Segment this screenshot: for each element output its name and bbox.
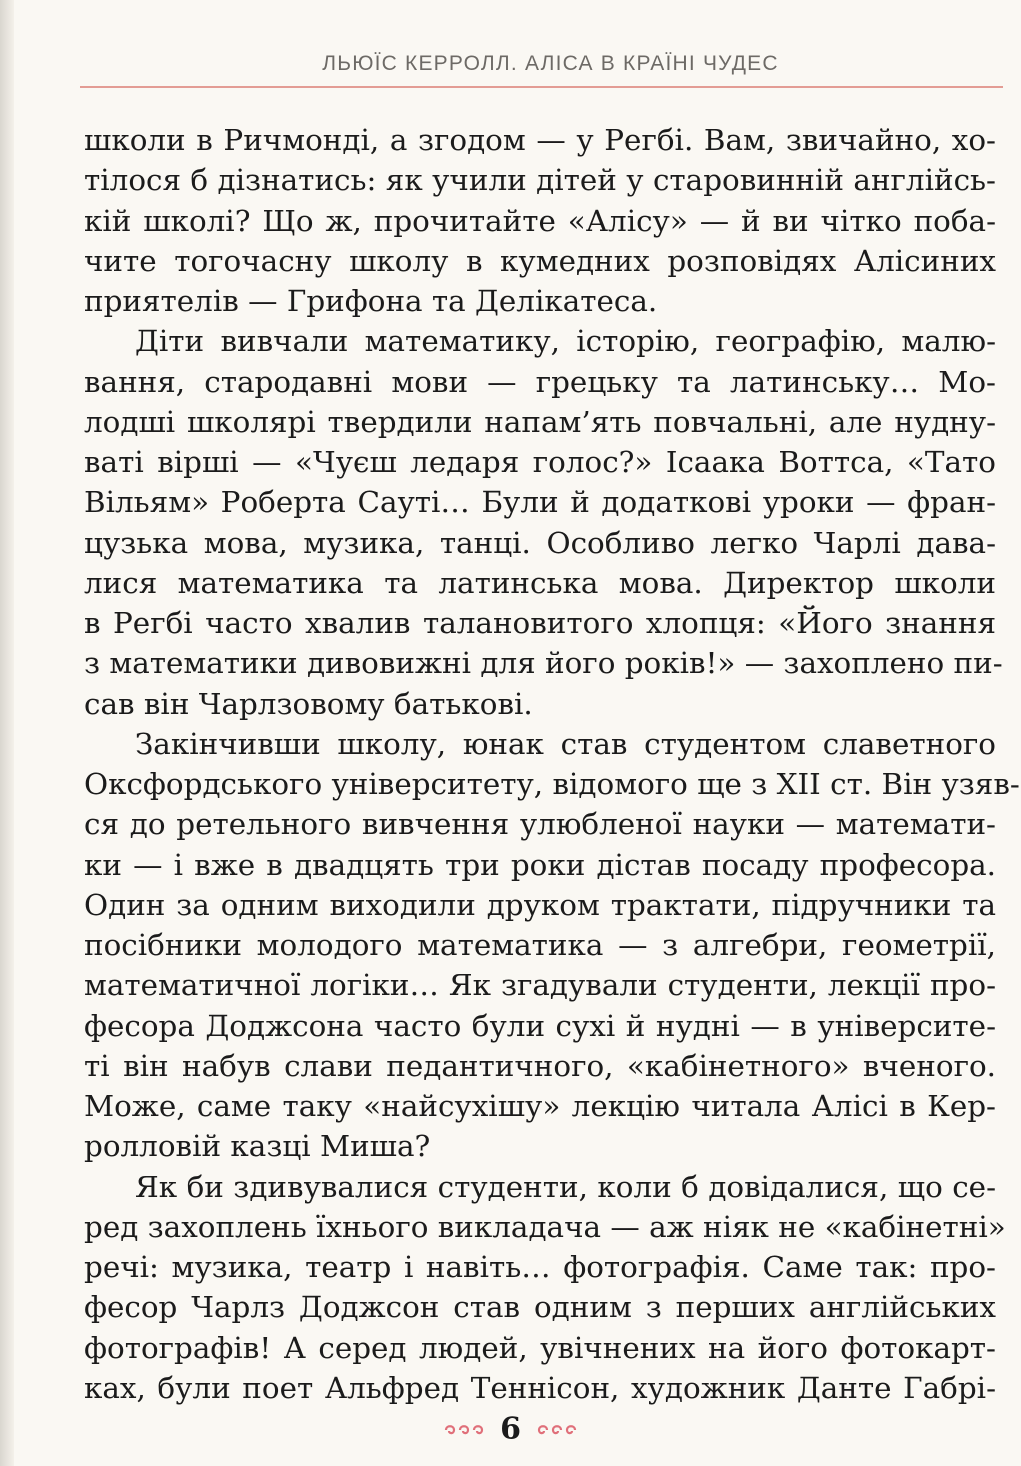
text-line: ках, були поет Альфред Теннісон, художник Данте Габрі-: [84, 1370, 996, 1405]
paragraph: [84, 120, 996, 321]
text-line: ролловій казці Миша?: [84, 1129, 431, 1164]
text-line: тілося б дізнатись: як учили дітей у старовинній англійсь-: [84, 163, 996, 198]
header-rule: [80, 86, 1003, 88]
text-line: фесор Чарлз Доджсон став одним з перших англійських: [84, 1290, 996, 1325]
text-line: ваті вірші — «Чуєш ледаря голос?» Ісаака Воттса, «Тато: [84, 445, 996, 479]
text-line: ки — і вже в двадцять три роки дістав посаду професора.: [84, 847, 996, 882]
paragraph: [84, 321, 1003, 724]
text-line: речі: музика, театр і навіть… фотографія. Саме так: про-: [84, 1250, 996, 1284]
text-line: ся до ретельного вивчення улюбленої науки — математи-: [84, 807, 996, 842]
text-line: з математики дивовижні для його років!» — захоплено пи-: [84, 646, 1003, 681]
text-line: Вільям» Роберта Сауті… Були й додаткові уроки — фран-: [84, 485, 996, 520]
text-line: чите тогочасну школу в кумедних розповідях Алісиних: [84, 243, 996, 278]
text-line: в Регбі часто хвалив талановитого хлопця: «Його знання: [84, 606, 996, 640]
paragraph: [84, 724, 1020, 1167]
text-line: Один за одним виходили друком трактати, підручники та: [84, 887, 996, 922]
left-ornament-icon: [440, 1412, 490, 1447]
text-line: фесора Доджсона часто були сухі й нудні — в університе-: [84, 1008, 996, 1043]
text-line: фотографів! А серед людей, увічнених на його фотокарт-: [84, 1330, 996, 1365]
text-line: лодші школярі твердили напам’ять повчальні, але нудну-: [84, 404, 996, 439]
text-line: Як би здивувалися студенти, коли б довідалися, що се-: [135, 1169, 996, 1204]
right-ornament-icon: [531, 1412, 581, 1447]
paragraph: [84, 1167, 1006, 1409]
page-footer: [0, 1410, 1021, 1447]
page-number: 6: [500, 1411, 521, 1447]
text-line: Закінчивши школу, юнак став студентом славетного: [135, 726, 996, 761]
text-line: ті він набув слави педантичного, «кабінетного» вченого.: [84, 1048, 996, 1083]
text-line: сав він Чарлзовому батькові.: [84, 686, 533, 721]
text-line: математичної логіки… Як згадували студенти, лекції про-: [84, 968, 996, 1003]
text-line: посібники молодого математика — з алгебри, геометрії,: [84, 928, 996, 962]
text-line: ред захоплень їхнього викладача — аж ніяк не «кабінетні»: [84, 1209, 1006, 1244]
text-line: Оксфордського університету, відомого ще з XII ст. Він узяв-: [84, 767, 1020, 801]
text-line: Може, саме таку «найсухішу» лекцію читала Алісі в Кер-: [84, 1089, 996, 1123]
text-line: Діти вивчали математику, історію, географію, малю-: [135, 324, 996, 359]
text-line: школи в Ричмонді, а згодом — у Регбі. Вам, звичайно, хо-: [84, 123, 996, 157]
page-edge: [0, 0, 14, 1466]
text-line: приятелів — Грифона та Делікатеса.: [84, 284, 658, 318]
text-line: кій школі? Що ж, прочитайте «Алісу» — й ви чітко поба-: [84, 203, 996, 238]
text-line: цузька мова, музика, танці. Особливо легко Чарлі дава-: [84, 525, 996, 560]
running-head: ЛЬЮЇС КЕРРОЛЛ. АЛІСА В КРАЇНІ ЧУДЕС: [322, 52, 779, 75]
body-text: [84, 120, 1020, 1408]
text-line: лися математика та латинська мова. Директор школи: [84, 565, 996, 600]
text-line: вання, стародавні мови — грецьку та латинську… Мо-: [84, 364, 996, 399]
